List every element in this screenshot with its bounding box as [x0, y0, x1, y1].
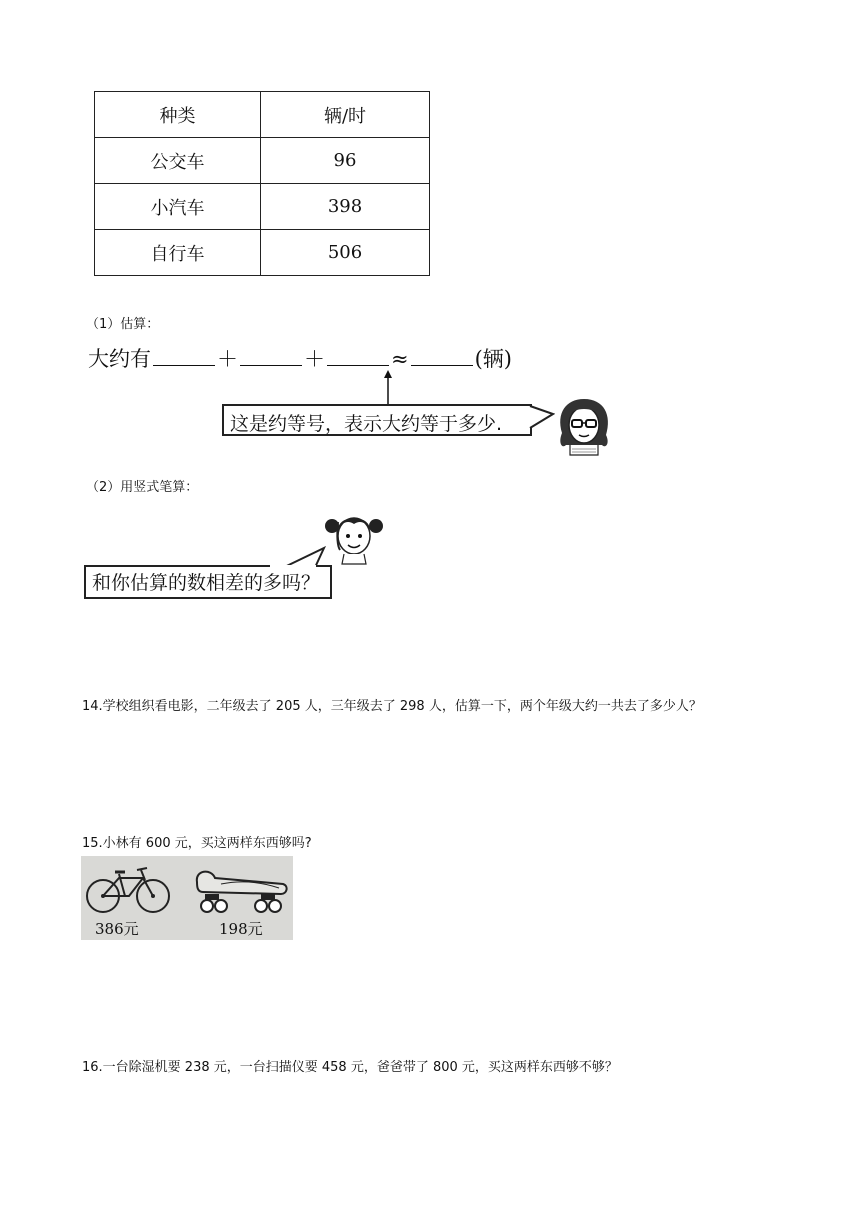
blank-3[interactable] [327, 347, 389, 366]
blank-4[interactable] [411, 347, 473, 366]
vehicle-table [94, 91, 430, 276]
part2-label: （2）用竖式笔算： [86, 480, 199, 495]
speech-bubble-approx [222, 404, 532, 436]
bubble-text: 和你估算的数相差的多吗？ [92, 572, 321, 594]
bubble-text: 这是约等号，表示大约等于多少. [230, 413, 503, 435]
teacher-avatar [552, 393, 616, 457]
skateboard-price: 198元 [219, 920, 263, 938]
arrow-up-icon [380, 370, 396, 406]
table-row [95, 230, 430, 276]
blank-2[interactable] [240, 347, 302, 366]
estimate-prefix: 大约有 [88, 347, 151, 371]
question-15: 15.小林有 600 元，买这两样东西够吗? [82, 836, 312, 851]
estimate-line [88, 343, 512, 373]
bike-price: 386元 [95, 920, 139, 938]
cell-type: 自行车 [95, 230, 261, 276]
cell-type: 小汽车 [95, 184, 261, 230]
plus-sign: ＋ [304, 347, 325, 371]
table-row [95, 138, 430, 184]
products-image [81, 856, 293, 940]
header-type: 种类 [95, 92, 261, 138]
cell-value: 398 [261, 184, 430, 230]
table-header-row [95, 92, 430, 138]
girl-avatar [322, 504, 386, 566]
bubble-top-border [316, 565, 332, 567]
skateboard-icon [191, 866, 291, 916]
question-16: 16.一台除湿机要 238 元，一台扫描仪要 458 元，爸爸带了 800 元，买这两样东西够不够？ [82, 1060, 618, 1075]
blank-1[interactable] [153, 347, 215, 366]
bicycle-icon [85, 860, 173, 916]
cell-type: 公交车 [95, 138, 261, 184]
table-row [95, 184, 430, 230]
header-rate: 辆/时 [261, 92, 430, 138]
speech-bubble-difference [84, 565, 332, 599]
cell-value: 506 [261, 230, 430, 276]
unit-label: (辆) [474, 347, 512, 371]
question-14: 14.学校组织看电影，二年级去了 205 人，三年级去了 298 人，估算一下，两个年级大约一共去了多少人？ [82, 699, 702, 714]
part1-label: （1）估算： [86, 317, 160, 332]
cell-value: 96 [261, 138, 430, 184]
approx-sign: ≈ [391, 347, 409, 371]
bubble-top-border [84, 565, 270, 567]
plus-sign: ＋ [217, 347, 238, 371]
